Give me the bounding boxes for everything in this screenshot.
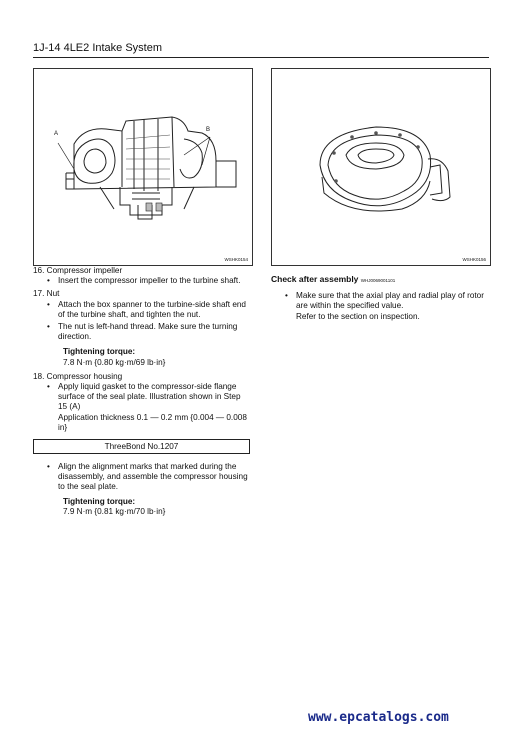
turbocharger-section-figure [33, 68, 253, 266]
step-18-torque-value: 7.9 N·m {0.81 kg·m/70 lb·in} [63, 506, 166, 516]
step-16-bullet: • Insert the compressor impeller to the turbine shaft. [47, 276, 241, 286]
check-heading: Check after assembly WHJ0069001101 [271, 274, 396, 284]
step-18-bullet-1: • Apply liquid gasket to the compressor-side flange surface of the seal plate. Illustration shown in Step 15 (A) Application thickness 0.1 — 0.2 mm {0.004 — 0.008 in} [47, 382, 247, 432]
step-18-bullet-2: • Align the alignment marks that marked during the disassembly, and assemble the compressor housing to the seal plate. [47, 462, 248, 492]
left-column [33, 266, 250, 517]
step-17-torque-heading: Tightening torque: [63, 347, 136, 357]
header-rule [33, 57, 489, 58]
step-18-torque-heading: Tightening torque: [63, 496, 136, 506]
turbocharger-section-drawing [34, 69, 252, 265]
compressor-housing-figure [271, 68, 491, 266]
page-header: 1J-14 4LE2 Intake System [33, 42, 163, 54]
check-bullet: • Make sure that the axial play and radial play of rotor are within the specified value. Refer to the section on inspection. [285, 291, 484, 321]
step-17-title: 17. Nut [33, 289, 60, 299]
check-heading-code: WHJ0069001101 [360, 278, 396, 283]
step-17-torque-value: 7.8 N·m {0.80 kg·m/69 lb·in} [63, 357, 166, 367]
right-column [271, 274, 489, 322]
step-17-bullet-2: • The nut is left-hand thread. Make sure the turning direction. [47, 322, 238, 342]
callout-a: A [54, 131, 59, 137]
sealant-box: ThreeBond No.1207 [33, 439, 250, 454]
step-17-bullet-1: • Attach the box spanner to the turbine-side shaft end of the turbine shaft, and tighten the nut. [47, 299, 246, 319]
figure-code: WSHK0156 [462, 257, 486, 262]
callout-b: B [206, 127, 211, 133]
step-18-title: 18. Compressor housing [33, 371, 123, 381]
compressor-housing-drawing [272, 69, 490, 265]
footer-watermark[interactable]: www.epcatalogs.com [308, 710, 449, 725]
figure-code: WSHK0154 [224, 257, 248, 262]
step-16-title: 16. Compressor impeller [33, 266, 123, 275]
